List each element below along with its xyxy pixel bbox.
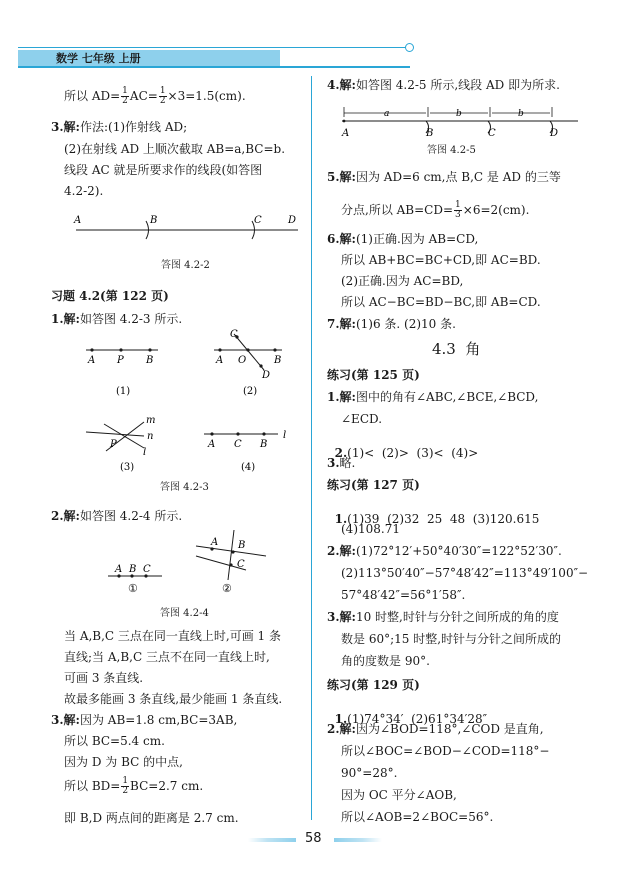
p127-q2: 2.解:(1)72°12′+50°40′30″=122°52′30″. xyxy=(327,544,562,558)
svg-text:A: A xyxy=(115,564,123,575)
svg-text:a: a xyxy=(384,109,390,119)
svg-text:P: P xyxy=(110,439,117,450)
q7: 7.解:(1)6 条. (2)10 条. xyxy=(327,317,456,331)
svg-text:A: A xyxy=(208,439,216,450)
p127-q3-line-2: 数是 60°;15 时整,时针与分针之间所成的 xyxy=(341,632,562,646)
svg-text:A: A xyxy=(88,355,96,366)
practice-127-title: 练习(第 127 页) xyxy=(327,478,420,492)
section-title: 4.3 角 xyxy=(432,340,481,358)
ex-q3: 3.解:因为 AB=1.8 cm,BC=3AB, xyxy=(51,713,238,727)
svg-text:b: b xyxy=(518,109,524,119)
p129-q2-line-5: 所以∠AOB=2∠BOC=56°. xyxy=(341,810,494,824)
caption-4-2-5: 答图 4.2-5 xyxy=(427,145,476,156)
svg-text:l: l xyxy=(143,447,147,458)
svg-text:A: A xyxy=(211,537,219,548)
header-rule xyxy=(18,66,410,68)
svg-text:D: D xyxy=(550,128,559,139)
ex-q3-line-5: 即 B,D 两点间的距离是 2.7 cm. xyxy=(64,811,239,825)
q6-line-3: (2)正确.因为 AC=BD, xyxy=(341,274,464,288)
svg-text:n: n xyxy=(147,431,154,442)
p125-q3: 3.略. xyxy=(327,456,356,470)
fig-4-2-3-part-2 xyxy=(214,329,282,397)
svg-text:m: m xyxy=(146,415,156,426)
fig-4-2-4-part-1 xyxy=(108,564,162,595)
svg-text:A: A xyxy=(216,355,224,366)
svg-text:B: B xyxy=(426,128,434,139)
label-a: A xyxy=(74,215,82,226)
svg-text:D: D xyxy=(262,370,271,381)
page-number: 58 xyxy=(305,831,322,846)
p127-q2-line-2: (2)113°50′40″−57°48′42″=113°49′100″− xyxy=(341,566,589,580)
q2-line-2: 直线;当 A,B,C 三点不在同一直线上时, xyxy=(64,650,270,664)
figure-4-2-5 xyxy=(338,103,584,143)
svg-text:②: ② xyxy=(222,582,232,595)
q6-line-4: 所以 AC−BC=BD−BC,即 AB=CD. xyxy=(341,295,541,309)
fig-4-2-4-part-2 xyxy=(196,530,266,595)
caption-4-2-2: 答图 4.2-2 xyxy=(161,260,210,271)
p127-q2-line-3: 57°48′42″=56°1′58″. xyxy=(341,588,466,602)
svg-text:A: A xyxy=(342,128,350,139)
svg-text:P: P xyxy=(117,355,124,366)
p127-q3: 3.解:10 时整,时针与分针之间所成的角的度 xyxy=(327,610,559,624)
label-b: B xyxy=(150,215,158,226)
figure-4-2-3 xyxy=(80,326,302,476)
p129-q2-line-4: 因为 OC 平分∠AOB, xyxy=(341,788,457,802)
p125-q1-line-2: ∠ECD. xyxy=(341,412,383,426)
ex-q1: 1.解:如答图 4.2-3 所示. xyxy=(51,312,183,326)
p127-q1: 1.(1)39 (2)32 25 48 (3)120.615 xyxy=(334,512,540,526)
p129-q2-line-2: 所以∠BOC=∠BOD−∠COD=118°− xyxy=(341,744,550,758)
practice-129-title: 练习(第 129 页) xyxy=(327,678,420,692)
ex-q2: 2.解:如答图 4.2-4 所示. xyxy=(51,509,183,523)
q6-line-1: 6.解:(1)正确.因为 AB=CD, xyxy=(327,232,479,246)
fig-4-2-3-part-3 xyxy=(86,415,155,473)
svg-text:C: C xyxy=(488,128,496,139)
p129-q2-line-3: 90°=28°. xyxy=(341,766,398,780)
p125-q1: 1.解:图中的角有∠ABC,∠BCE,∠BCD, xyxy=(327,390,539,404)
svg-text:C: C xyxy=(234,439,242,450)
q2-line-4: 故最多能画 3 条直线,最少能画 1 条直线. xyxy=(64,692,283,706)
svg-text:(2): (2) xyxy=(243,386,258,397)
label-d: D xyxy=(288,215,297,226)
q4: 4.解:如答图 4.2-5 所示,线段 AD 即为所求. xyxy=(327,78,560,92)
p127-q1-line-2: (4)108.71 xyxy=(341,522,400,536)
p129-q2: 2.解:因为∠BOD=118°,∠COD 是直角, xyxy=(327,722,544,736)
q5-line-1: 5.解:因为 AD=6 cm,点 B,C 是 AD 的三等 xyxy=(327,170,561,184)
svg-text:l: l xyxy=(283,430,287,441)
svg-text:(3): (3) xyxy=(120,462,135,473)
ex-q3-line-2: 所以 BC=5.4 cm. xyxy=(64,734,165,748)
q3-line-3: 线段 AC 就是所要求作的线段(如答图 xyxy=(64,163,263,177)
label-c: C xyxy=(254,215,262,226)
ex-q3-line-4: 所以 BD= $\frac{1}{2}$ BC=2.7 cm. xyxy=(64,776,204,796)
svg-text:b: b xyxy=(456,109,462,119)
caption-4-2-4: 答图 4.2-4 xyxy=(160,608,209,619)
svg-text:B: B xyxy=(238,540,246,551)
q3-line-1: 3.解:作法:(1)作射线 AD; xyxy=(51,120,188,134)
p127-q3-line-3: 角的度数是 90°. xyxy=(341,654,430,668)
svg-text:C: C xyxy=(143,564,151,575)
svg-text:C: C xyxy=(230,329,238,340)
caption-4-2-3: 答图 4.2-3 xyxy=(160,482,209,493)
svg-text:(1): (1) xyxy=(116,386,131,397)
footer-dash-left xyxy=(248,838,296,842)
exercise-4-2-title: 习题 4.2(第 122 页) xyxy=(51,289,169,303)
q3-line-4: 4.2-2). xyxy=(64,184,104,198)
q3-line-2: (2)在射线 AD 上顺次截取 AB=a,BC=b. xyxy=(64,142,286,156)
header-rule-thin xyxy=(18,47,408,48)
p129-q1: 1.(1)74°34′ (2)61°34′28″ xyxy=(334,712,488,726)
q6-line-2: 所以 AB+BC=BC+CD,即 AC=BD. xyxy=(341,253,541,267)
figure-4-2-2 xyxy=(60,205,310,245)
svg-text:①: ① xyxy=(128,582,138,595)
svg-text:C: C xyxy=(237,559,245,570)
figure-4-2-4 xyxy=(100,526,270,602)
svg-text:B: B xyxy=(146,355,154,366)
left-line-1: 所以 AD= $\frac{1}{2}$ AC= $\frac{1}{2}$ ×3=1.5(cm). xyxy=(64,86,246,106)
practice-125-title: 练习(第 125 页) xyxy=(327,368,420,382)
header-end-circle xyxy=(405,43,414,52)
svg-text:B: B xyxy=(274,355,282,366)
fig-4-2-3-part-1 xyxy=(86,348,158,397)
q5-line-2: 分点,所以 AB=CD= $\frac{1}{3}$ ×6=2(cm). xyxy=(341,200,530,220)
p125-q2: 2.(1)< (2)> (3)< (4)> xyxy=(334,446,479,460)
svg-text:B: B xyxy=(260,439,268,450)
svg-text:B: B xyxy=(129,564,137,575)
svg-text:O: O xyxy=(238,355,247,366)
footer-dash-right xyxy=(334,838,382,842)
column-divider xyxy=(311,76,312,820)
fig-4-2-3-part-4 xyxy=(204,430,286,473)
svg-text:(4): (4) xyxy=(241,462,256,473)
ex-q3-line-3: 因为 D 为 BC 的中点, xyxy=(64,755,183,769)
header-title: 数学 七年级 上册 xyxy=(56,52,141,65)
q2-line-1: 当 A,B,C 三点在同一直线上时,可画 1 条 xyxy=(64,629,282,643)
q2-line-3: 可画 3 条直线. xyxy=(64,671,144,685)
